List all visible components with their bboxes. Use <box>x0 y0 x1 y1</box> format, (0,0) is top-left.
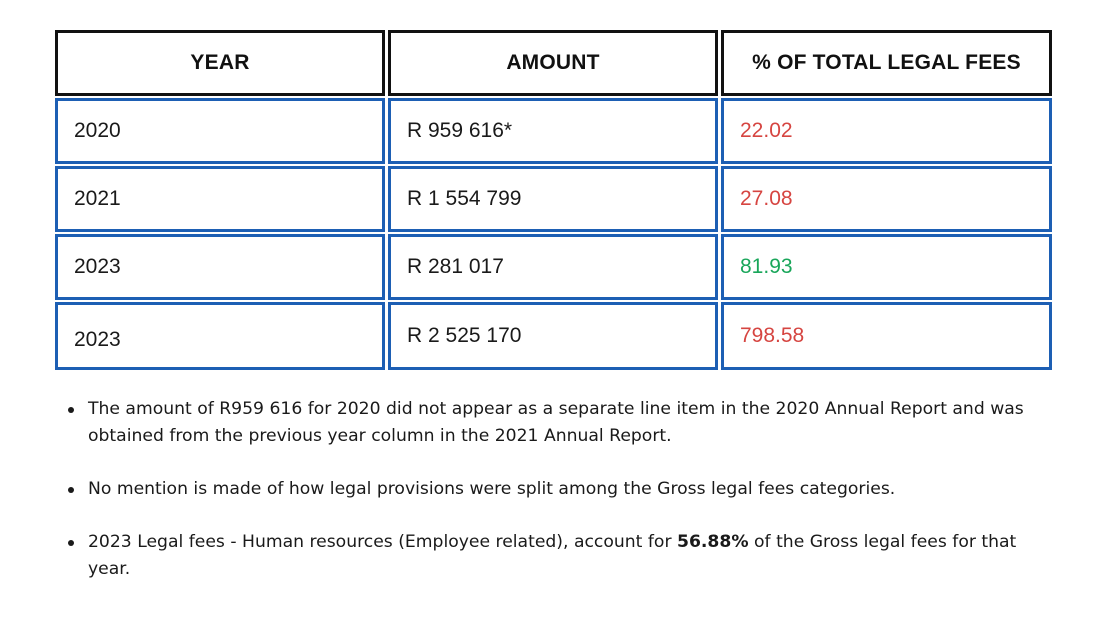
bullet-icon <box>68 407 74 413</box>
row-4-year: 2023 <box>74 328 121 351</box>
notes-list <box>68 396 1058 609</box>
note-3-text-after: of the Gross legal fees for that year. <box>88 532 1017 579</box>
row-1-amount: R 959 616* <box>407 119 513 142</box>
row-1-percent: 22.02 <box>740 119 793 142</box>
note-item <box>68 529 1058 583</box>
note-3-text-before: 2023 Legal fees - Human resources (Employee related), account for <box>88 532 677 552</box>
table-cell-year <box>55 166 385 232</box>
table-cell-amount <box>388 98 718 164</box>
header-percent-label: % OF TOTAL LEGAL FEES <box>752 51 1021 74</box>
table-cell-year <box>55 98 385 164</box>
row-3-percent: 81.93 <box>740 255 793 278</box>
table-cell-percent <box>721 234 1052 300</box>
row-2-percent: 27.08 <box>740 187 793 210</box>
bullet-icon <box>68 540 74 546</box>
table-cell-year <box>55 234 385 300</box>
row-3-year: 2023 <box>74 255 121 278</box>
row-4-amount: R 2 525 170 <box>407 324 522 347</box>
header-amount <box>388 30 718 96</box>
header-amount-label: AMOUNT <box>506 51 600 74</box>
row-2-amount: R 1 554 799 <box>407 187 522 210</box>
table-cell-year <box>55 302 385 370</box>
row-3-amount: R 281 017 <box>407 255 504 278</box>
note-item <box>68 476 1058 503</box>
note-1-text: The amount of R959 616 for 2020 did not appear as a separate line item in the 2020 Annual Report and was obtained from the previous year column in the 2021 Annual Report. <box>88 399 1024 446</box>
header-year <box>55 30 385 96</box>
table-cell-amount <box>388 166 718 232</box>
row-2-year: 2021 <box>74 187 121 210</box>
table-cell-amount <box>388 234 718 300</box>
note-3-bold-percent: 56.88% <box>676 532 749 552</box>
bullet-icon <box>68 487 74 493</box>
note-item <box>68 396 1058 450</box>
row-4-percent: 798.58 <box>740 324 805 347</box>
note-2-text: No mention is made of how legal provisions were split among the Gross legal fees categories. <box>88 479 896 499</box>
table-cell-amount <box>388 302 718 370</box>
table-cell-percent <box>721 166 1052 232</box>
header-percent <box>721 30 1052 96</box>
header-year-label: YEAR <box>190 51 250 74</box>
table-cell-percent <box>721 98 1052 164</box>
table-cell-percent <box>721 302 1052 370</box>
row-1-year: 2020 <box>74 119 121 142</box>
